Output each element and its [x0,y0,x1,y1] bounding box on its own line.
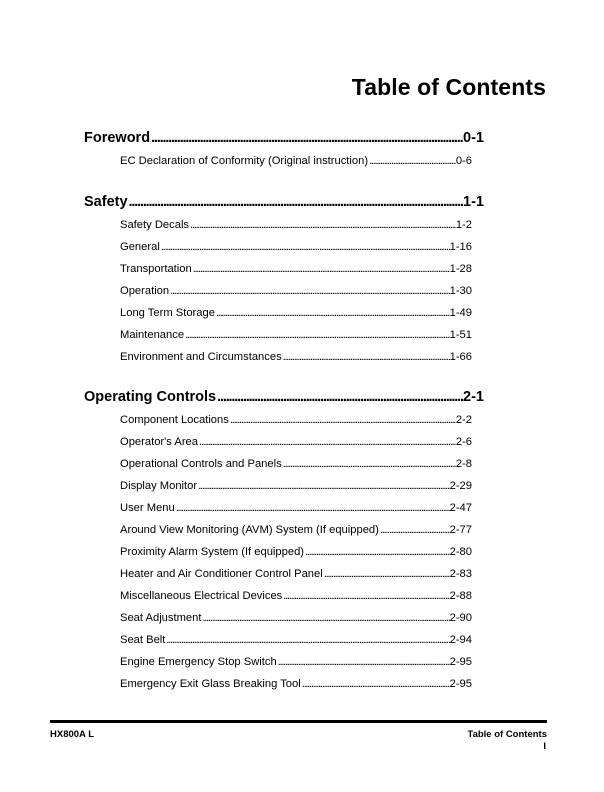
toc-entry[interactable] [120,458,472,470]
footer-divider [50,720,547,723]
dot-leader [282,351,450,363]
toc-entry-page: 2-94 [449,634,472,646]
dot-leader [229,414,456,426]
toc-entry-title: Operational Controls and Panels [120,458,282,470]
toc-entry-page: 2-80 [449,546,472,558]
toc-entry-title: Long Term Storage [120,307,215,319]
toc-entry-page: 2-6 [455,436,472,448]
toc-entry[interactable] [120,546,472,558]
toc-section-title: Operating Controls [84,389,217,405]
toc-entry-page: 1-66 [449,351,472,363]
dot-leader [282,458,456,470]
toc-entry[interactable] [120,634,472,646]
dot-leader [304,546,450,558]
dot-leader [189,219,456,231]
toc-section-operating-controls[interactable] [84,389,484,405]
toc-section-safety[interactable] [84,194,484,210]
toc-entry-title: Emergency Exit Glass Breaking Tool [120,678,301,690]
toc-entry-title: Engine Emergency Stop Switch [120,656,277,668]
toc-entry-title: Display Monitor [120,480,198,492]
toc-entry[interactable] [120,480,472,492]
dot-leader [175,502,450,514]
dot-leader [165,634,449,646]
dot-leader [169,285,449,297]
dot-leader [197,480,449,492]
toc-entry[interactable] [120,414,472,426]
toc-section-foreword[interactable] [84,130,484,146]
toc-entry-page: 1-51 [449,329,472,341]
toc-section-page: 0-1 [463,130,484,146]
toc-section-page: 2-1 [463,389,484,405]
toc-entry-title: Environment and Circumstances [120,351,282,363]
dot-leader [160,241,450,253]
toc-entry[interactable] [120,219,472,231]
toc-entry-title: Seat Belt [120,634,166,646]
toc-entry-title: Heater and Air Conditioner Control Panel [120,568,323,580]
toc-entry-page: 1-49 [449,307,472,319]
toc-entry-page: 2-2 [455,414,472,426]
toc-entry-title: Seat Adjustment [120,612,202,624]
toc-entry-page: 2-77 [449,524,472,536]
toc-entry-page: 2-88 [449,590,472,602]
toc-entry-title: Transportation [120,263,192,275]
toc-entry-title: EC Declaration of Conformity (Original instruction) [120,155,369,167]
page-title: Table of Contents [351,74,546,100]
toc-entry-page: 1-16 [449,241,472,253]
footer-page-number: I [543,741,546,752]
toc-section-title: Foreword [84,130,151,146]
toc-entry-title: Around View Monitoring (AVM) System (If equipped) [120,524,379,536]
toc-entry[interactable] [120,263,472,275]
toc-entry[interactable] [120,524,472,536]
toc-entry-page: 2-95 [449,678,472,690]
toc-entry[interactable] [120,502,472,514]
toc-entry[interactable] [120,656,472,668]
footer-model: HX800A L [50,729,94,740]
toc-entry[interactable] [120,329,472,341]
toc-entry-page: 1-2 [455,219,472,231]
toc-entry[interactable] [120,678,472,690]
dot-leader [201,612,449,624]
dot-leader [198,436,456,448]
dot-leader [368,155,456,167]
toc-entry-page: 2-8 [455,458,472,470]
toc-entry-title: General [120,241,160,253]
toc-entry-page: 2-29 [449,480,472,492]
toc-entry-title: Miscellaneous Electrical Devices [120,590,283,602]
dot-leader [150,130,463,146]
toc-entry-title: Maintenance [120,329,185,341]
dot-leader [184,329,450,341]
dot-leader [282,590,449,602]
toc-entry[interactable] [120,612,472,624]
toc-entry-title: User Menu [120,502,175,514]
toc-entry-page: 2-47 [449,502,472,514]
dot-leader [277,656,450,668]
toc-entry-title: Safety Decals [120,219,190,231]
toc-section-title: Safety [84,194,128,210]
toc-section-page: 1-1 [463,194,484,210]
toc-entry[interactable] [120,155,472,167]
toc-entry[interactable] [120,568,472,580]
toc-entry[interactable] [120,351,472,363]
dot-leader [128,194,464,210]
footer-section-title: Table of Contents [467,729,547,740]
toc-entry[interactable] [120,285,472,297]
toc-entry-page: 2-95 [449,656,472,668]
toc-entry-page: 2-90 [449,612,472,624]
dot-leader [192,263,450,275]
toc-entry-page: 0-6 [455,155,472,167]
toc-entry[interactable] [120,590,472,602]
dot-leader [323,568,450,580]
dot-leader [379,524,450,536]
dot-leader [216,389,463,405]
dot-leader [301,678,450,690]
toc-entry-page: 1-28 [449,263,472,275]
toc-entry-page: 2-83 [449,568,472,580]
toc-entry[interactable] [120,436,472,448]
toc-entry-page: 1-30 [449,285,472,297]
toc-entry-title: Operator's Area [120,436,199,448]
toc-entry[interactable] [120,241,472,253]
toc-entry-title: Operation [120,285,170,297]
toc-entry-title: Proximity Alarm System (If equipped) [120,546,305,558]
toc-entry[interactable] [120,307,472,319]
toc-entry-title: Component Locations [120,414,229,426]
dot-leader [215,307,450,319]
